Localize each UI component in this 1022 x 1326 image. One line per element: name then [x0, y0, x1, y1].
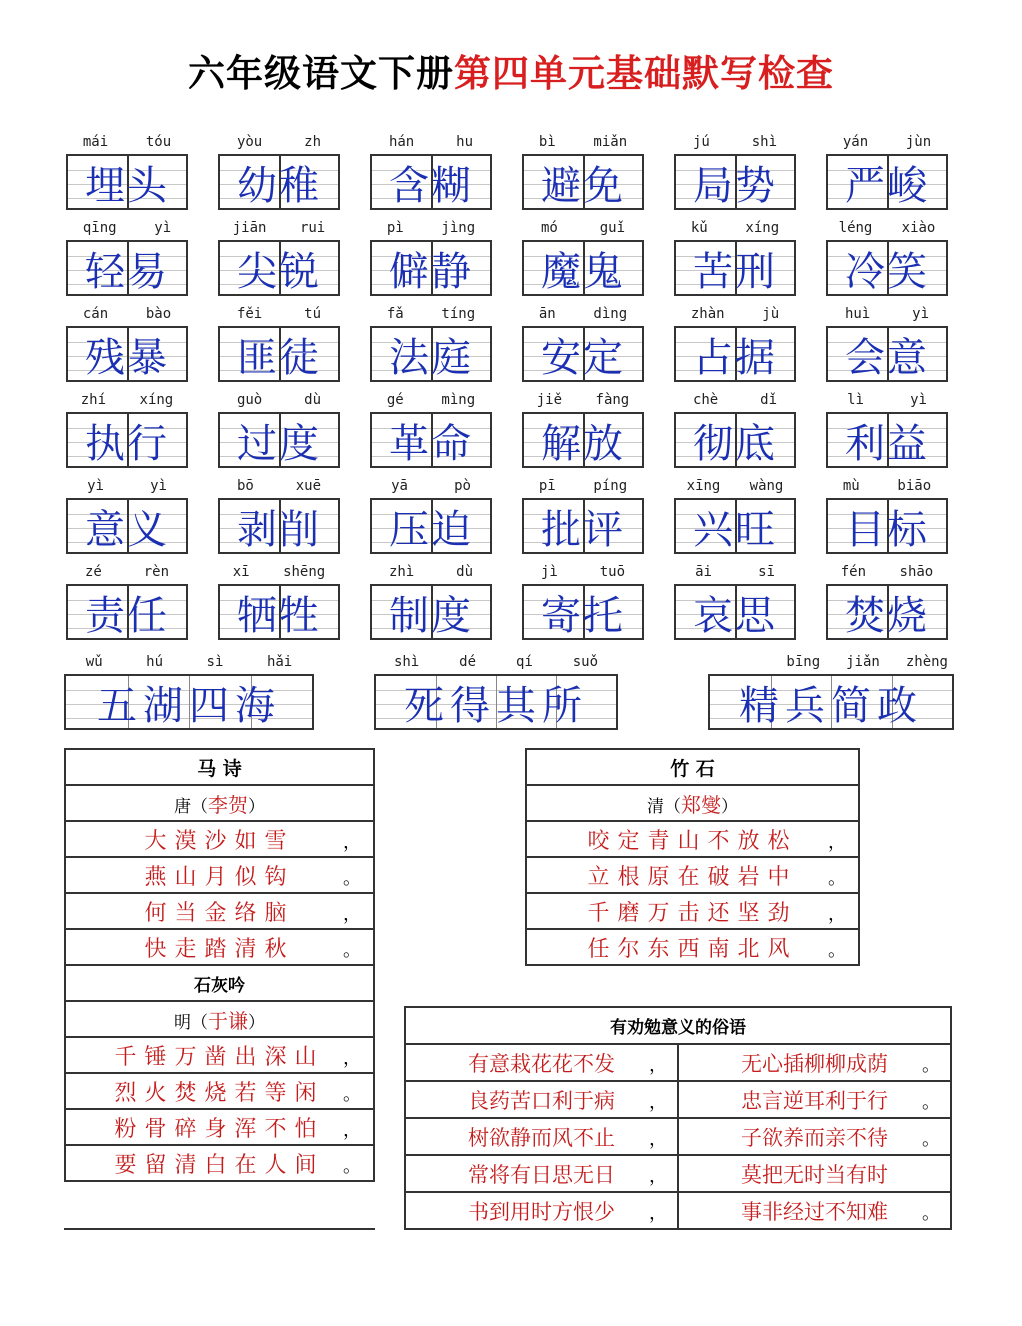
pinyin-syllable: jì	[540, 564, 558, 580]
proverb-second-half: 子欲养而亲不待 。	[678, 1118, 951, 1155]
pinyin	[824, 306, 950, 326]
pinyin	[368, 306, 494, 326]
pinyin-syllable: sì	[206, 654, 224, 670]
pinyin-syllable: píng	[593, 478, 628, 494]
pinyin-syllable: zé	[84, 564, 102, 580]
pinyin	[368, 478, 494, 498]
word-cell	[824, 390, 950, 476]
proverb-first-half: 常将有日思无日 ，	[405, 1155, 678, 1192]
idiom-characters: 死得其所	[404, 682, 588, 729]
pinyin-syllable: yì	[87, 478, 104, 494]
poem-line: 任尔东西南北风 。	[526, 929, 859, 965]
pinyin	[368, 134, 494, 154]
poem-author-ma: 唐（李贺）	[65, 785, 374, 821]
writing-box	[370, 154, 492, 210]
word-row	[64, 390, 954, 476]
writing-box	[66, 584, 188, 640]
word-characters: 含糊	[389, 162, 473, 209]
word-cell	[520, 218, 646, 304]
pinyin-syllable: gé	[386, 392, 404, 408]
poem-line: 千锤万凿出深山 ，	[65, 1037, 374, 1073]
word-cell	[64, 562, 190, 648]
pinyin	[708, 654, 954, 674]
pinyin-syllable: huì	[844, 306, 871, 322]
poem-line: 千磨万击还坚劲 ，	[526, 893, 859, 929]
pinyin	[216, 478, 342, 498]
pinyin	[520, 478, 646, 498]
writing-box	[674, 584, 796, 640]
pinyin-syllable: fén	[840, 564, 867, 580]
writing-box	[674, 326, 796, 382]
word-characters: 过度	[237, 420, 321, 467]
pinyin	[520, 220, 646, 240]
word-characters: 轻易	[85, 248, 169, 295]
pinyin	[216, 564, 342, 584]
word-cell	[672, 476, 798, 562]
writing-box	[370, 326, 492, 382]
pinyin-syllable: fěi	[236, 306, 263, 322]
word-characters: 剥削	[237, 506, 321, 553]
pinyin-syllable: hu	[456, 134, 474, 150]
word-cell	[368, 390, 494, 476]
word-cell	[520, 476, 646, 562]
pinyin	[672, 220, 798, 240]
pinyin	[368, 220, 494, 240]
pinyin-syllable: biāo	[897, 478, 932, 494]
writing-box	[826, 240, 948, 296]
writing-box	[522, 154, 644, 210]
pinyin-syllable: dìng	[593, 306, 628, 322]
writing-box	[522, 240, 644, 296]
word-characters: 埋头	[85, 162, 169, 209]
pinyin	[672, 134, 798, 154]
writing-box	[674, 412, 796, 468]
word-characters: 局势	[693, 162, 777, 209]
pinyin-syllable: miǎn	[593, 134, 628, 150]
word-row	[64, 304, 954, 390]
poem-line: 立根原在破岩中 。	[526, 857, 859, 893]
idiom-cell	[64, 652, 314, 738]
word-characters: 法庭	[389, 334, 473, 381]
writing-box	[826, 154, 948, 210]
pinyin-syllable: wǔ	[85, 654, 103, 670]
pinyin-syllable: jiě	[536, 392, 563, 408]
poem-title-zhushi: 竹 石	[526, 749, 859, 785]
pinyin-syllable: hán	[388, 134, 415, 150]
word-cell	[672, 304, 798, 390]
word-cell	[520, 562, 646, 648]
pinyin-syllable: lì	[847, 392, 864, 408]
pinyin	[216, 306, 342, 326]
footer-divider	[64, 1228, 375, 1230]
word-cell	[672, 132, 798, 218]
pinyin	[672, 478, 798, 498]
word-characters: 意义	[85, 506, 169, 553]
pinyin-syllable: yòu	[236, 134, 263, 150]
word-cell	[824, 304, 950, 390]
pinyin-syllable: guǐ	[599, 220, 626, 236]
word-cell	[824, 562, 950, 648]
writing-box	[66, 498, 188, 554]
proverb-second-half: 事非经过不知难 。	[678, 1192, 951, 1229]
poem-line: 快走踏清秋 。	[65, 929, 374, 965]
idiom-cell	[374, 652, 618, 738]
pinyin-syllable: bào	[145, 306, 172, 322]
word-cell	[672, 390, 798, 476]
word-cell	[64, 304, 190, 390]
title-part-1: 六年级语文下册	[188, 51, 454, 95]
proverb-first-half: 良药苦口利于病 ，	[405, 1081, 678, 1118]
word-cell	[368, 562, 494, 648]
poem-line: 燕山月似钩 。	[65, 857, 374, 893]
word-characters: 寄托	[541, 592, 625, 639]
writing-box	[218, 584, 340, 640]
author-name: 李贺	[208, 792, 248, 817]
pinyin-syllable: mù	[842, 478, 860, 494]
pinyin	[64, 220, 190, 240]
idiom-cell	[708, 652, 954, 738]
word-grid	[64, 132, 954, 648]
pinyin-syllable: hǎi	[266, 654, 293, 670]
pinyin-syllable: tuō	[599, 564, 626, 580]
pinyin-syllable: mái	[82, 134, 109, 150]
word-cell	[216, 304, 342, 390]
pinyin-syllable: tú	[304, 306, 322, 322]
pinyin-syllable: mìng	[441, 392, 476, 408]
writing-box	[674, 498, 796, 554]
word-cell	[216, 476, 342, 562]
pinyin-syllable: bīng	[786, 654, 821, 670]
writing-box	[522, 412, 644, 468]
pinyin-syllable: shāo	[899, 564, 934, 580]
pinyin-syllable: yā	[391, 478, 408, 494]
pinyin-syllable: āi	[695, 564, 712, 580]
proverb-second-half: 忠言逆耳利于行 。	[678, 1081, 951, 1118]
word-cell	[368, 132, 494, 218]
poem-line: 要留清白在人间 。	[65, 1145, 374, 1181]
word-characters: 焚烧	[845, 592, 929, 639]
pinyin-syllable: rèn	[143, 564, 170, 580]
pinyin	[520, 392, 646, 412]
author-name: 郑燮	[681, 792, 721, 817]
word-cell	[64, 218, 190, 304]
pinyin	[824, 392, 950, 412]
word-characters: 制度	[389, 592, 473, 639]
word-characters: 尖锐	[237, 248, 321, 295]
word-cell	[520, 304, 646, 390]
writing-box	[370, 412, 492, 468]
word-characters: 彻底	[693, 420, 777, 467]
pinyin	[216, 220, 342, 240]
word-characters: 魔鬼	[541, 248, 625, 295]
writing-box	[522, 326, 644, 382]
poem-line: 咬定青山不放松 ，	[526, 821, 859, 857]
word-characters: 革命	[389, 420, 473, 467]
word-row	[64, 562, 954, 648]
pinyin-syllable: zhàn	[690, 306, 725, 322]
word-characters: 解放	[541, 420, 625, 467]
word-row	[64, 218, 954, 304]
pinyin-syllable: jiǎn	[846, 654, 880, 670]
writing-box	[370, 584, 492, 640]
word-cell	[824, 218, 950, 304]
pinyin-syllable: shēng	[283, 564, 326, 580]
word-characters: 兴旺	[693, 506, 777, 553]
title-part-2: 第四单元基础默写检查	[454, 51, 834, 95]
writing-box	[370, 498, 492, 554]
pinyin-syllable: yì	[912, 306, 930, 322]
writing-box	[370, 240, 492, 296]
pinyin-syllable: shì	[393, 654, 420, 670]
pinyin-syllable: wàng	[749, 478, 784, 494]
word-characters: 哀思	[693, 592, 777, 639]
pinyin-syllable: suǒ	[572, 654, 599, 670]
word-cell	[64, 476, 190, 562]
word-characters: 会意	[845, 334, 929, 381]
pinyin-syllable: jú	[692, 134, 710, 150]
pinyin-syllable: xuē	[295, 478, 322, 494]
pinyin	[64, 478, 190, 498]
word-cell	[368, 218, 494, 304]
pinyin-syllable: pò	[454, 478, 471, 494]
word-cell	[672, 218, 798, 304]
word-cell	[216, 218, 342, 304]
writing-box	[674, 154, 796, 210]
word-characters: 匪徒	[237, 334, 321, 381]
pinyin	[64, 134, 190, 154]
writing-box	[826, 326, 948, 382]
poem-author-shihui: 明（于谦）	[65, 1001, 374, 1037]
pinyin-syllable: bō	[236, 478, 254, 494]
writing-box	[66, 326, 188, 382]
word-characters: 责任	[85, 592, 169, 639]
word-characters: 冷笑	[845, 248, 929, 295]
pinyin	[64, 306, 190, 326]
pinyin-syllable: yì	[910, 392, 927, 408]
word-characters: 利益	[845, 420, 929, 467]
pinyin-syllable: xīng	[686, 478, 721, 494]
writing-box	[826, 412, 948, 468]
word-characters: 安定	[541, 334, 625, 381]
pinyin	[672, 306, 798, 326]
pinyin-syllable: guò	[236, 392, 263, 408]
writing-box	[218, 326, 340, 382]
word-cell	[216, 390, 342, 476]
pinyin-syllable: pì	[386, 220, 404, 236]
pinyin	[824, 478, 950, 498]
word-cell	[824, 132, 950, 218]
word-cell	[672, 562, 798, 648]
pinyin-syllable: fàng	[595, 392, 630, 408]
pinyin	[672, 392, 798, 412]
word-characters: 牺牲	[237, 592, 321, 639]
pinyin-syllable: xíng	[745, 220, 780, 236]
pinyin-syllable: pī	[538, 478, 556, 494]
proverb-first-half: 有意栽花花不发 ，	[405, 1044, 678, 1081]
writing-box	[218, 412, 340, 468]
word-characters: 目标	[845, 506, 929, 553]
pinyin-syllable: jìng	[441, 220, 476, 236]
word-cell	[64, 132, 190, 218]
pinyin	[520, 564, 646, 584]
pinyin-syllable: qí	[515, 654, 533, 670]
pinyin-syllable: fǎ	[386, 306, 404, 322]
word-row	[64, 132, 954, 218]
poem-title-ma: 马 诗	[65, 749, 374, 785]
pinyin-syllable: sī	[758, 564, 775, 580]
pinyin-syllable: xiào	[901, 220, 936, 236]
pinyin-syllable: xī	[232, 564, 250, 580]
writing-box	[826, 498, 948, 554]
dynasty-label: 唐	[174, 796, 191, 817]
word-characters: 占据	[693, 334, 777, 381]
writing-box	[66, 412, 188, 468]
pinyin	[368, 392, 494, 412]
pinyin-syllable: yì	[150, 478, 167, 494]
word-characters: 压迫	[389, 506, 473, 553]
word-cell	[216, 562, 342, 648]
writing-box	[826, 584, 948, 640]
pinyin	[824, 134, 950, 154]
pinyin-syllable: dǐ	[760, 392, 778, 408]
word-characters: 僻静	[389, 248, 473, 295]
proverb-first-half: 树欲静而风不止 ，	[405, 1118, 678, 1155]
word-cell	[216, 132, 342, 218]
word-row	[64, 476, 954, 562]
word-cell	[368, 304, 494, 390]
pinyin-syllable: zhí	[80, 392, 107, 408]
pinyin-syllable: cán	[82, 306, 109, 322]
pinyin-syllable: dù	[456, 564, 474, 580]
pinyin-syllable: rui	[299, 220, 326, 236]
writing-box	[218, 154, 340, 210]
word-characters: 苦刑	[693, 248, 777, 295]
writing-box	[218, 240, 340, 296]
word-characters: 批评	[541, 506, 625, 553]
word-characters: 避免	[541, 162, 625, 209]
pinyin-syllable: chè	[692, 392, 719, 408]
pinyin-syllable: jù	[762, 306, 780, 322]
pinyin-syllable: kǔ	[690, 220, 708, 236]
idiom-characters: 精兵简政	[739, 682, 923, 729]
pinyin	[64, 654, 314, 674]
writing-box	[66, 240, 188, 296]
poem-table-zhushi	[525, 748, 860, 966]
dynasty-label: 清	[647, 796, 664, 817]
pinyin-syllable: tíng	[441, 306, 476, 322]
pinyin-syllable: hú	[146, 654, 164, 670]
pinyin-syllable: jiān	[232, 220, 267, 236]
proverbs-table	[404, 1006, 952, 1230]
pinyin-syllable: léng	[838, 220, 873, 236]
pinyin-syllable: zhì	[388, 564, 415, 580]
pinyin-syllable: yì	[154, 220, 172, 236]
writing-box	[66, 154, 188, 210]
pinyin	[216, 392, 342, 412]
writing-box	[674, 240, 796, 296]
pinyin-syllable: yán	[842, 134, 869, 150]
poem-line: 大漠沙如雪 ，	[65, 821, 374, 857]
pinyin-syllable: tóu	[145, 134, 172, 150]
pinyin	[824, 564, 950, 584]
word-cell	[368, 476, 494, 562]
poem-author-zhushi: 清（郑燮）	[526, 785, 859, 821]
word-characters: 严峻	[845, 162, 929, 209]
poem-line: 烈火焚烧若等闲 。	[65, 1073, 374, 1109]
writing-box	[708, 674, 954, 730]
word-characters: 执行	[85, 420, 169, 467]
page-title	[0, 48, 1022, 98]
word-characters: 幼稚	[237, 162, 321, 209]
pinyin-syllable: dé	[459, 654, 477, 670]
pinyin-syllable: qīng	[82, 220, 117, 236]
poem-line: 粉骨碎身浑不怕 ，	[65, 1109, 374, 1145]
pinyin	[824, 220, 950, 240]
poem-title-shihui: 石灰吟	[65, 965, 374, 1001]
pinyin-syllable: dù	[304, 392, 322, 408]
pinyin-syllable: xíng	[139, 392, 174, 408]
pinyin	[520, 134, 646, 154]
pinyin	[368, 564, 494, 584]
pinyin	[216, 134, 342, 154]
pinyin	[374, 654, 618, 674]
writing-box	[522, 584, 644, 640]
proverb-first-half: 书到用时方恨少 ，	[405, 1192, 678, 1229]
proverb-second-half: 莫把无时当有时	[678, 1155, 951, 1192]
pinyin-syllable: jùn	[905, 134, 932, 150]
pinyin-syllable: bì	[538, 134, 556, 150]
dynasty-label: 明	[174, 1012, 191, 1033]
word-cell	[520, 132, 646, 218]
proverb-second-half: 无心插柳柳成荫 。	[678, 1044, 951, 1081]
pinyin-syllable: mó	[540, 220, 558, 236]
pinyin	[64, 392, 190, 412]
proverbs-title: 有劝勉意义的俗语	[405, 1007, 951, 1044]
idiom-row	[64, 652, 954, 738]
word-cell	[824, 476, 950, 562]
writing-box	[374, 674, 618, 730]
pinyin-syllable: zh	[304, 134, 322, 150]
pinyin-syllable: shì	[751, 134, 778, 150]
pinyin	[520, 306, 646, 326]
pinyin	[64, 564, 190, 584]
poem-line: 何当金络脑 ，	[65, 893, 374, 929]
pinyin	[672, 564, 798, 584]
pinyin-syllable: zhèng	[905, 654, 948, 670]
word-cell	[520, 390, 646, 476]
idiom-characters: 五湖四海	[97, 682, 281, 729]
word-characters: 残暴	[85, 334, 169, 381]
pinyin-syllable: ān	[538, 306, 556, 322]
writing-box	[64, 674, 314, 730]
writing-box	[218, 498, 340, 554]
author-name: 于谦	[208, 1008, 248, 1033]
poem-table-ma-shihui	[64, 748, 375, 1182]
word-cell	[64, 390, 190, 476]
writing-box	[522, 498, 644, 554]
